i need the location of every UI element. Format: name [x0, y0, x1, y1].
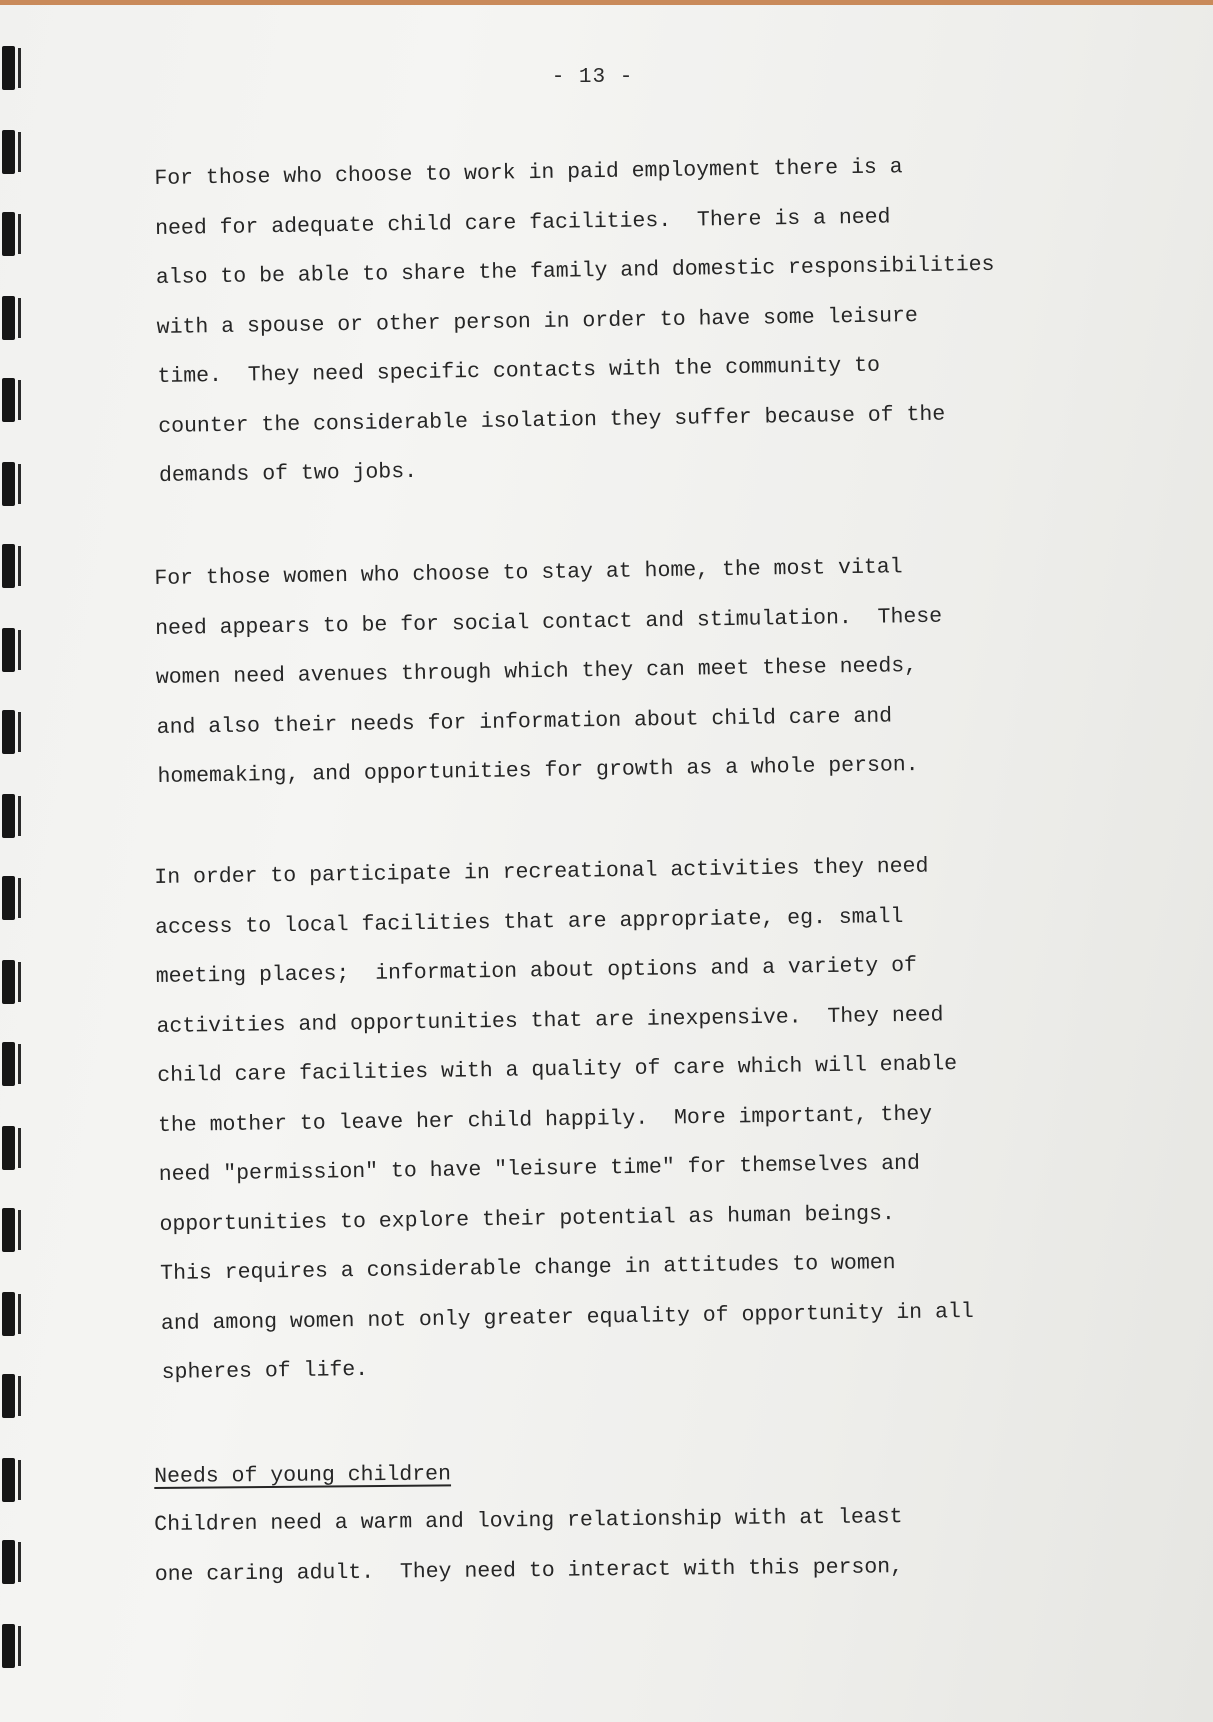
binding-ring [2, 1540, 22, 1584]
binding-ring [2, 1208, 22, 1252]
binding-ring [2, 1042, 22, 1086]
text-line: spheres of life. [161, 1357, 369, 1385]
binding-ring [2, 1624, 22, 1668]
binding-ring [2, 1292, 22, 1336]
text-line: For those who choose to work in paid employment there is a [154, 155, 903, 191]
binding-ring [2, 710, 22, 754]
paragraph-stay-at-home [154, 539, 1158, 802]
text-line: one caring adult. They need to interact with this person, [154, 1554, 904, 1587]
paragraph-paid-employment [154, 139, 1159, 501]
text-line: Children need a warm and loving relationship with at least [154, 1505, 903, 1537]
binding-ring [2, 628, 22, 672]
text-line: need appears to be for social contact and stimulation. These [154, 604, 943, 641]
text-line: need for adequate child care facilities. There is a need [154, 204, 891, 241]
binding-ring [2, 296, 22, 340]
binding-ring [2, 212, 22, 256]
text-line: women need avenues through which they can meet these needs, [155, 654, 918, 690]
binding-ring [2, 544, 22, 588]
text-line: and among women not only greater equality of opportunity in all [160, 1299, 974, 1336]
text-line: also to be able to share the family and domestic responsibilities [155, 252, 995, 290]
text-line: opportunities to explore their potential as human beings. [159, 1201, 896, 1237]
section-heading: Needs of young children [154, 1462, 452, 1489]
text-line: For those women who choose to stay at home, the most vital [154, 555, 903, 591]
text-line: the mother to leave her child happily. More important, they [157, 1101, 933, 1138]
text-line: In order to participate in recreational activities they need [154, 854, 929, 890]
binding-ring [2, 794, 22, 838]
text-line: activities and opportunities that are inexpensive. They need [156, 1002, 944, 1039]
binding-ring [2, 1458, 22, 1502]
spiral-binding [0, 0, 30, 1722]
paragraph-young-children [154, 1491, 1155, 1600]
binding-ring [2, 462, 22, 506]
text-line: time. They need specific contacts with the community to [157, 353, 881, 389]
page-top-edge [0, 0, 1213, 5]
text-line: with a spouse or other person in order to have some leisure [156, 303, 919, 340]
binding-ring [2, 1374, 22, 1418]
binding-ring [2, 378, 22, 422]
text-line: homemaking, and opportunities for growth as a whole person. [157, 753, 919, 789]
page-number: - 13 - [551, 66, 634, 89]
binding-ring [2, 876, 22, 920]
text-line: and also their needs for information about child care and [156, 703, 893, 740]
paragraph-recreational-activities [154, 839, 1162, 1398]
binding-ring [2, 1126, 22, 1170]
text-line: access to local facilities that are appropriate, eg. small [154, 904, 904, 940]
text-line: This requires a considerable change in attitudes to women [160, 1251, 896, 1286]
text-line: child care facilities with a quality of care which will enable [157, 1052, 958, 1088]
text-line: demands of two jobs. [158, 459, 418, 488]
text-line: counter the considerable isolation they suffer because of the [158, 402, 946, 439]
text-line: meeting places; information about options and a variety of [155, 953, 918, 989]
binding-ring [2, 960, 22, 1004]
text-line: need "permission" to have "leisure time" for themselves and [158, 1151, 921, 1187]
binding-ring [2, 130, 22, 174]
